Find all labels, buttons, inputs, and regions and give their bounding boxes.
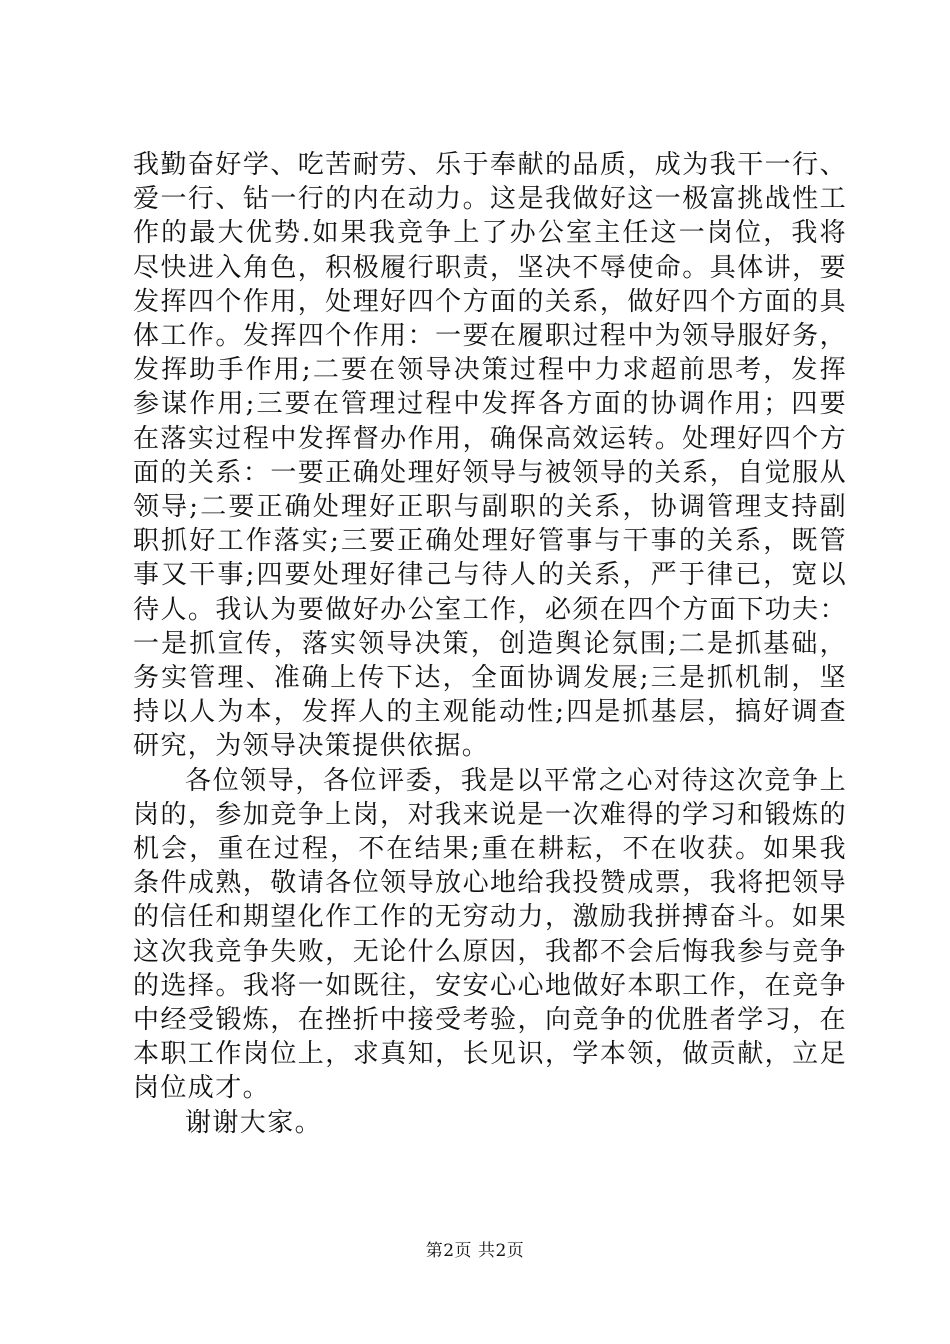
paragraph-3: 谢谢大家。 <box>185 1107 323 1138</box>
page-number-footer: 第2页 共2页 <box>425 1241 525 1261</box>
paragraph-2: 各位领导，各位评委，我是以平常之心对待这次竞争上岗的，参加竞争上岗，对我来说是一次难得的学习和锻炼的机会，重在过程，不在结果;重在耕耘，不在收获。如果我条件成熟，敬请各位领导放心地给我投赞成票，我将把领导的信任和期望化作工作的无穷动力，激励我拼搏奋斗。如果这次我竞争失败，无论什么原因，我都不会后悔我参与竞争的选择。我将一如既往，安安心心地做好本职工作，在竞争中经受锻炼，在挫折中接受考验，向竞争的优胜者学习，在本职工作岗位上，求真知，长见识，学本领，做贡献，立足岗位成才。 <box>133 765 847 1104</box>
document-body <box>133 148 847 1140</box>
paragraph-1: 我勤奋好学、吃苦耐劳、乐于奉献的品质，成为我干一行、爱一行、钻一行的内在动力。这是我做好这一极富挑战性工作的最大优势.如果我竞争上了办公室主任这一岗位，我将尽快进入角色，积极履行职责，坚决不辱使命。具体讲，要发挥四个作用，处理好四个方面的关系，做好四个方面的具体工作。发挥四个作用：一要在履职过程中为领导服好务，发挥助手作用;二要在领导决策过程中力求超前思考，发挥参谋作用;三要在管理过程中发挥各方面的协调作用；四要在落实过程中发挥督办作用，确保高效运转。处理好四个方面的关系：一要正确处理好领导与被领导的关系，自觉服从领导;二要正确处理好正职与副职的关系，协调管理支持副职抓好工作落实;三要正确处理好管事与干事的关系，既管事又干事;四要处理好律己与待人的关系，严于律已，宽以待人。我认为要做好办公室工作，必须在四个方面下功夫：一是抓宣传，落实领导决策，创造舆论氛围;二是抓基础，务实管理、准确上传下达，全面协调发展;三是抓机制，坚持以人为本，发挥人的主观能动性;四是抓基层，搞好调查研究，为领导决策提供依据。 <box>133 150 847 762</box>
